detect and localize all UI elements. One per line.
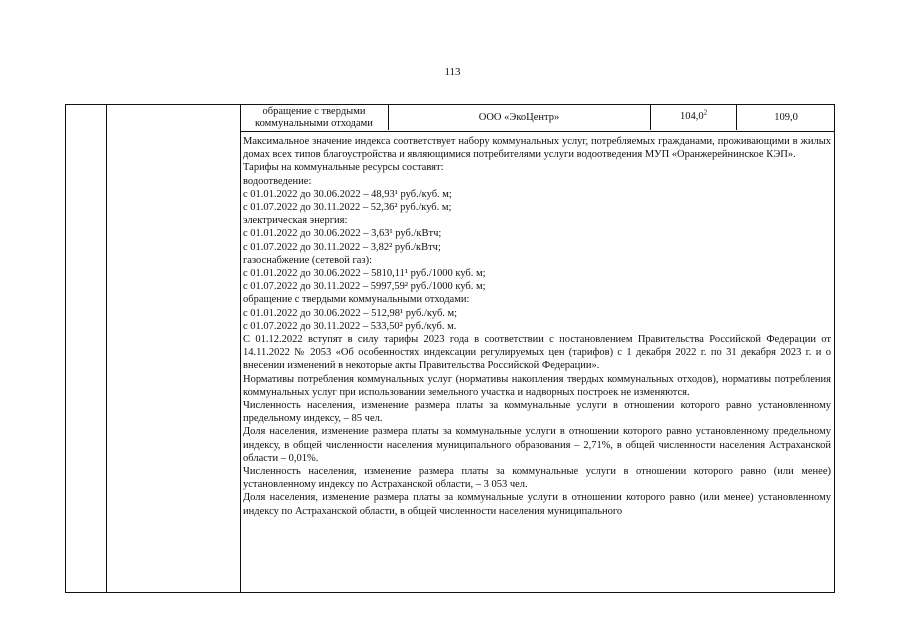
paragraph: Тарифы на коммунальные ресурсы составят: (243, 162, 444, 174)
provider-cell: ООО «ЭкоЦентр» (478, 112, 560, 123)
paragraph: с 01.01.2022 до 30.06.2022 – 48,93¹ руб./куб. м; (243, 188, 452, 200)
paragraph: с 01.07.2022 до 30.11.2022 – 3,82² руб./кВтч; (243, 241, 441, 253)
document-table (65, 104, 835, 593)
body-text (243, 135, 831, 518)
paragraph: с 01.01.2022 до 30.06.2022 – 512,98¹ руб./куб. м; (243, 307, 458, 319)
paragraph: обращение с твердыми коммунальными отходами: (243, 294, 470, 306)
paragraph: с 01.07.2022 до 30.11.2022 – 533,50² руб./куб. м. (243, 320, 457, 332)
column-divider (240, 105, 241, 592)
paragraph: с 01.07.2022 до 30.11.2022 – 5997,59² руб./1000 куб. м; (243, 281, 486, 293)
paragraph: Максимальное значение индекса соответствует набору коммунальных услуг, потребляемых гражданами, проживающими в жилых домах всех типов благоустройства и являющимися потребителями услуги водоотведения МУП «Оранжерейнинское КЭП». (243, 136, 831, 161)
value-a-cell: 104,0$^2$ (679, 108, 708, 122)
paragraph: электрическая энергия: (243, 215, 348, 227)
paragraph: с 01.01.2022 до 30.06.2022 – 3,63¹ руб./кВтч; (243, 228, 442, 240)
paragraph: с 01.01.2022 до 30.06.2022 – 5810,11¹ руб./1000 куб. м; (243, 268, 486, 280)
paragraph: водоотведение: (243, 175, 312, 187)
paragraph: Нормативы потребления коммунальных услуг (нормативы накопления твердых коммунальных отходов), нормативы потребления коммунальных услуг при использовании земельного участка и надворных построек не изменяются. (243, 373, 831, 398)
paragraph: с 01.07.2022 до 30.11.2022 – 52,36² руб./куб. м; (243, 202, 452, 214)
page-number: 113 (444, 66, 461, 78)
paragraph: Численность населения, изменение размера платы за коммунальные услуги в отношении которого равно (или менее) установленному индексу по Астраханской области, – 3 053 чел. (243, 466, 831, 491)
paragraph: С 01.12.2022 вступят в силу тарифы 2023 года в соответствии с постановлением Правительства Российской Федерации от 14.11.2022 № 2053 «Об особенностях индексации регулируемых цен (тарифов) с 1 декабря 2022 г. по 31 декабря 2023 г. и о внесении изменений в некоторые акты Правительства Российской Федерации». (243, 334, 831, 372)
paragraph: Численность населения, изменение размера платы за коммунальные услуги в отношении которого равно установленному предельному индексу, – 85 чел. (243, 400, 831, 425)
paragraph: газоснабжение (сетевой газ): (243, 254, 372, 266)
service-name-cell: обращение с твердыми коммунальными отходами (255, 106, 373, 129)
value-b-cell: 109,0 (774, 112, 798, 123)
row-divider (240, 131, 834, 132)
paragraph: Доля населения, изменение размера платы за коммунальные услуги в отношении которого равно установленному предельному индексу, в общей численности населения муниципального образования – 2,71%, в общей численности населения Астраханской области – 0,01%. (243, 426, 831, 464)
paragraph: Доля населения, изменение размера платы за коммунальные услуги в отношении которого равно (или менее) установленному индексу по Астраханской области, в общей численности населения муниципального (243, 492, 831, 517)
column-divider (106, 105, 107, 592)
